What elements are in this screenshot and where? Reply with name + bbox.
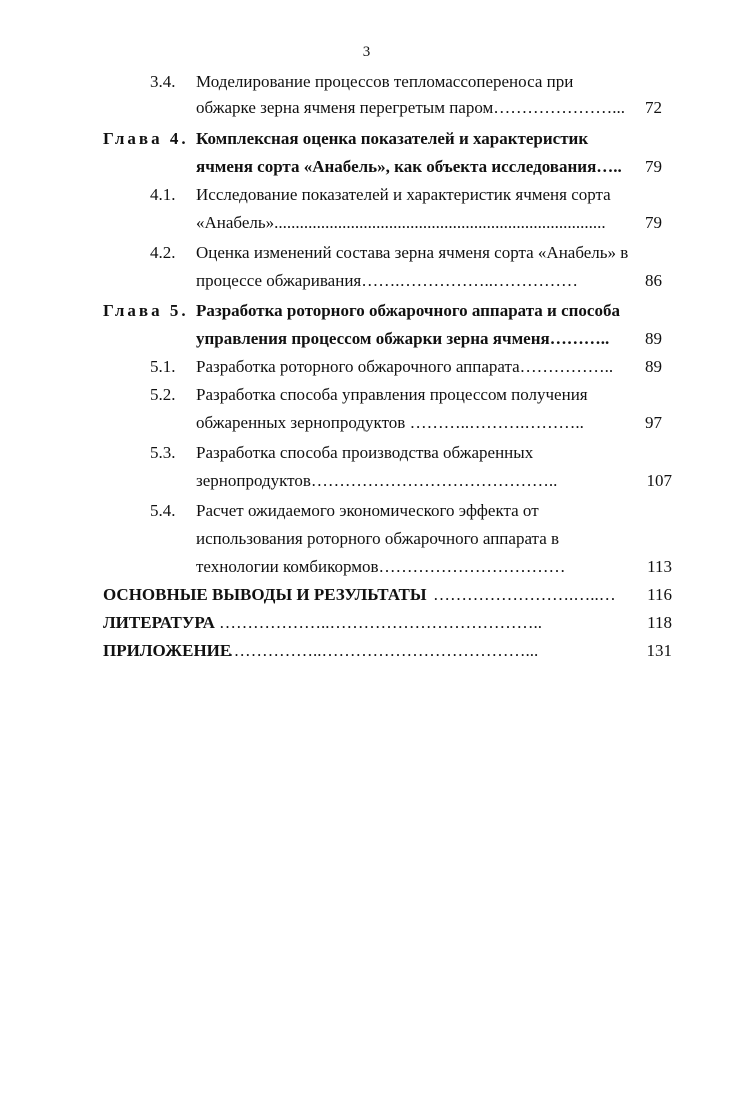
section-title-line1: Исследование показателей и характеристик ячменя сорта: [196, 185, 611, 204]
section-title-line1: Разработка способа управления процессом получения: [196, 385, 588, 404]
literature-title: ЛИТЕРАТУРА: [103, 613, 215, 632]
chapter-title-line1: Разработка роторного обжарочного аппарата и способа: [196, 301, 620, 320]
page-ref: 89: [645, 329, 662, 348]
chapter-label: Глава 5.: [103, 301, 189, 320]
section-number: 5.4.: [150, 501, 176, 520]
conclusions-title: ОСНОВНЫЕ ВЫВОДЫ И РЕЗУЛЬТАТЫ: [103, 585, 427, 604]
page-ref: 86: [645, 271, 662, 290]
section-title-line1: Разработка роторного обжарочного аппарата……………..: [196, 357, 614, 376]
page-ref: 107: [646, 471, 672, 490]
page-number: 3: [362, 44, 371, 60]
appendix-title: ПРИЛОЖЕНИЕ: [103, 641, 232, 660]
page-ref: 79: [645, 213, 662, 232]
page-ref: 116: [647, 585, 672, 604]
section-title-line2: использования роторного обжарочного аппарата в: [196, 529, 560, 548]
chapter-title-line2: ячменя сорта «Анабель», как объекта исследования…..: [196, 157, 622, 176]
section-title-line2: обжарке зерна ячменя перегретым паром…………………...: [196, 98, 626, 117]
section-title-line1: Оценка изменений состава зерна ячменя сорта «Анабель» в: [196, 243, 629, 262]
section-number: 5.2.: [150, 385, 176, 404]
page-ref: 131: [646, 641, 672, 660]
section-number: 5.3.: [150, 443, 176, 462]
section-number: 4.1.: [150, 185, 176, 204]
chapter-title-line2: управления процессом обжарки зерна ячменя………..: [196, 329, 610, 348]
section-title-line1: Моделирование процессов тепломассопереноса при: [196, 72, 574, 91]
page-ref: 97: [645, 413, 662, 432]
page-ref: 72: [645, 98, 662, 117]
page-ref: 89: [645, 357, 662, 376]
page-ref: 113: [647, 557, 672, 576]
page-ref: 79: [645, 157, 662, 176]
leader-dots: ………………..………………………………..: [219, 613, 542, 632]
chapter-label: Глава 4.: [103, 129, 189, 148]
section-number: 4.2.: [150, 243, 176, 262]
section-title-line2: обжаренных зернопродуктов ………..……….………..: [196, 413, 584, 432]
section-number: 5.1.: [150, 357, 176, 376]
section-title-line1: Расчет ожидаемого экономического эффекта от: [196, 501, 539, 520]
section-title-line3: технологии комбикормов……………………………: [196, 557, 566, 576]
section-title-line2: процессе обжаривания…….……………..……………: [196, 271, 578, 290]
section-number: 3.4.: [150, 72, 176, 91]
page-ref: 118: [647, 613, 672, 632]
section-title-line1: Разработка способа производства обжаренных: [196, 443, 534, 462]
chapter-title-line1: Комплексная оценка показателей и характеристик: [196, 129, 589, 148]
leader-dots: …………………….…..…: [433, 585, 616, 604]
section-title-line2: зернопродуктов……………………………………..: [196, 471, 558, 490]
section-title-line2: «Анабель»..............................................................................: [196, 213, 606, 232]
leader-dots: ……………..………………………………...: [228, 641, 539, 660]
